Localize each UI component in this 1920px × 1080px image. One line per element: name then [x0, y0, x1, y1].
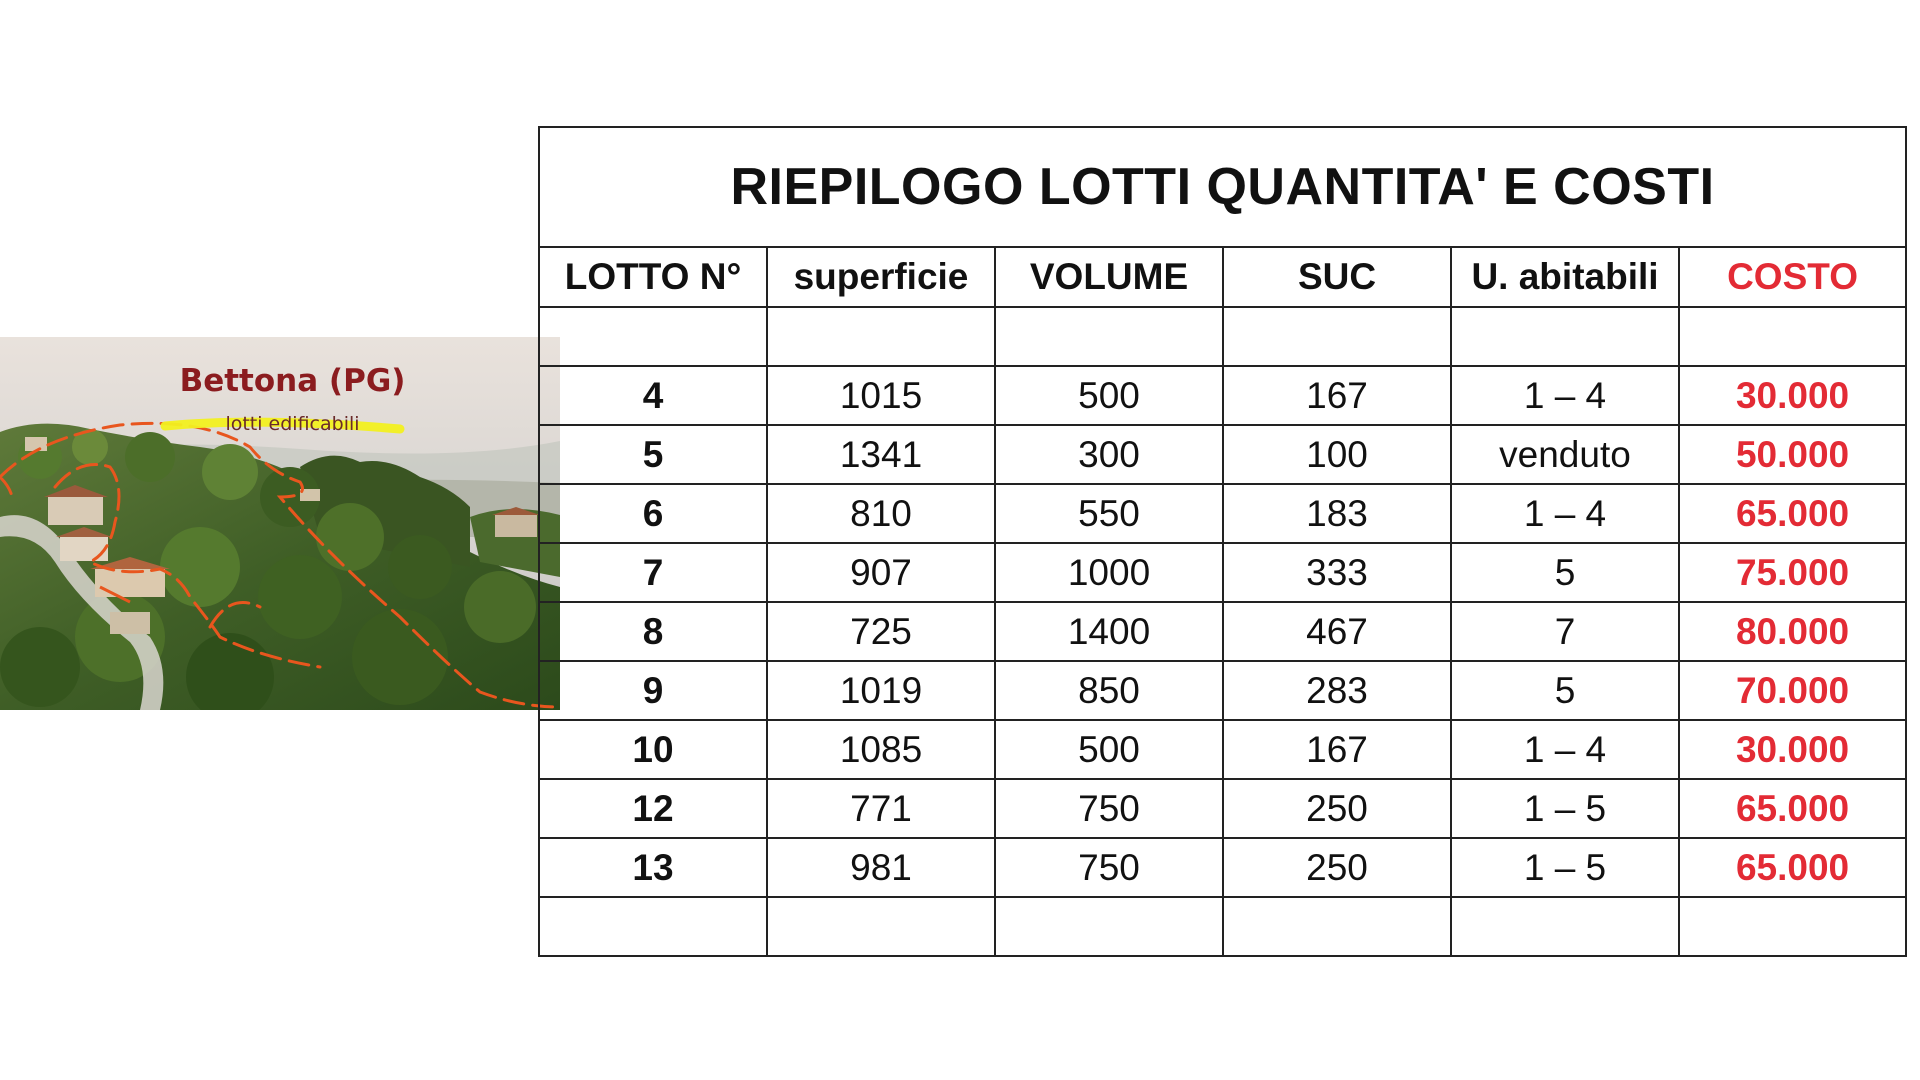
cell-suc: 250 [1223, 838, 1451, 897]
cell-volume: 300 [995, 425, 1223, 484]
blank-cell [1679, 897, 1906, 956]
table-row [539, 838, 1906, 897]
table-row [539, 543, 1906, 602]
lots-summary-sheet [538, 126, 1905, 966]
cell-superficie: 1085 [767, 720, 995, 779]
cell-volume: 1000 [995, 543, 1223, 602]
blank-cell [1451, 307, 1679, 366]
cell-costo: 70.000 [1679, 661, 1906, 720]
blank-cell [1223, 307, 1451, 366]
table-row [539, 779, 1906, 838]
blank-cell [767, 307, 995, 366]
cell-unita: 5 [1451, 661, 1679, 720]
cell-unita: 1 – 4 [1451, 366, 1679, 425]
cell-volume: 750 [995, 779, 1223, 838]
col-header-volume: VOLUME [995, 247, 1223, 307]
table-title: RIEPILOGO LOTTI QUANTITA' E COSTI [539, 127, 1906, 247]
blank-cell [539, 307, 767, 366]
cell-suc: 283 [1223, 661, 1451, 720]
cell-volume: 500 [995, 720, 1223, 779]
cell-suc: 167 [1223, 720, 1451, 779]
location-title: Bettona (PG) [179, 363, 406, 399]
lots-table [538, 126, 1907, 957]
cell-unita: 1 – 5 [1451, 838, 1679, 897]
blank-cell [767, 897, 995, 956]
cell-lotto: 6 [539, 484, 767, 543]
cell-suc: 167 [1223, 366, 1451, 425]
cell-costo: 50.000 [1679, 425, 1906, 484]
blank-row [539, 307, 1906, 366]
cell-unita: 1 – 4 [1451, 484, 1679, 543]
col-header-superficie: superficie [767, 247, 995, 307]
blank-cell [1223, 897, 1451, 956]
table-row [539, 425, 1906, 484]
cell-lotto: 7 [539, 543, 767, 602]
cell-superficie: 810 [767, 484, 995, 543]
cell-costo: 65.000 [1679, 484, 1906, 543]
cell-suc: 183 [1223, 484, 1451, 543]
cell-volume: 1400 [995, 602, 1223, 661]
location-subtitle: lotti edificabili [225, 413, 360, 435]
cell-unita: 1 – 5 [1451, 779, 1679, 838]
cell-superficie: 1019 [767, 661, 995, 720]
blank-cell [995, 307, 1223, 366]
cell-lotto: 5 [539, 425, 767, 484]
cell-volume: 550 [995, 484, 1223, 543]
cell-costo: 65.000 [1679, 779, 1906, 838]
cell-unita: venduto [1451, 425, 1679, 484]
landscape-photo [0, 337, 560, 710]
blank-row [539, 897, 1906, 956]
cell-volume: 850 [995, 661, 1223, 720]
table-header-row [539, 247, 1906, 307]
cell-superficie: 771 [767, 779, 995, 838]
cell-volume: 750 [995, 838, 1223, 897]
cell-unita: 5 [1451, 543, 1679, 602]
cell-costo: 30.000 [1679, 720, 1906, 779]
cell-lotto: 8 [539, 602, 767, 661]
cell-unita: 7 [1451, 602, 1679, 661]
cell-lotto: 12 [539, 779, 767, 838]
blank-cell [539, 897, 767, 956]
cell-volume: 500 [995, 366, 1223, 425]
cell-lotto: 9 [539, 661, 767, 720]
cell-suc: 250 [1223, 779, 1451, 838]
cell-superficie: 907 [767, 543, 995, 602]
blank-cell [1451, 897, 1679, 956]
col-header-suc: SUC [1223, 247, 1451, 307]
cell-costo: 80.000 [1679, 602, 1906, 661]
cell-superficie: 1015 [767, 366, 995, 425]
cell-lotto: 4 [539, 366, 767, 425]
col-header-lotto: LOTTO N° [539, 247, 767, 307]
cell-costo: 65.000 [1679, 838, 1906, 897]
blank-cell [1679, 307, 1906, 366]
cell-lotto: 13 [539, 838, 767, 897]
table-row [539, 484, 1906, 543]
cell-costo: 30.000 [1679, 366, 1906, 425]
cell-costo: 75.000 [1679, 543, 1906, 602]
cell-superficie: 1341 [767, 425, 995, 484]
cell-suc: 100 [1223, 425, 1451, 484]
table-title-row [539, 127, 1906, 247]
cell-superficie: 725 [767, 602, 995, 661]
table-row [539, 602, 1906, 661]
cell-suc: 333 [1223, 543, 1451, 602]
cell-unita: 1 – 4 [1451, 720, 1679, 779]
table-row [539, 661, 1906, 720]
blank-cell [995, 897, 1223, 956]
cell-lotto: 10 [539, 720, 767, 779]
cell-suc: 467 [1223, 602, 1451, 661]
cell-superficie: 981 [767, 838, 995, 897]
col-header-costo: COSTO [1679, 247, 1906, 307]
col-header-unita: U. abitabili [1451, 247, 1679, 307]
table-row [539, 366, 1906, 425]
table-row [539, 720, 1906, 779]
